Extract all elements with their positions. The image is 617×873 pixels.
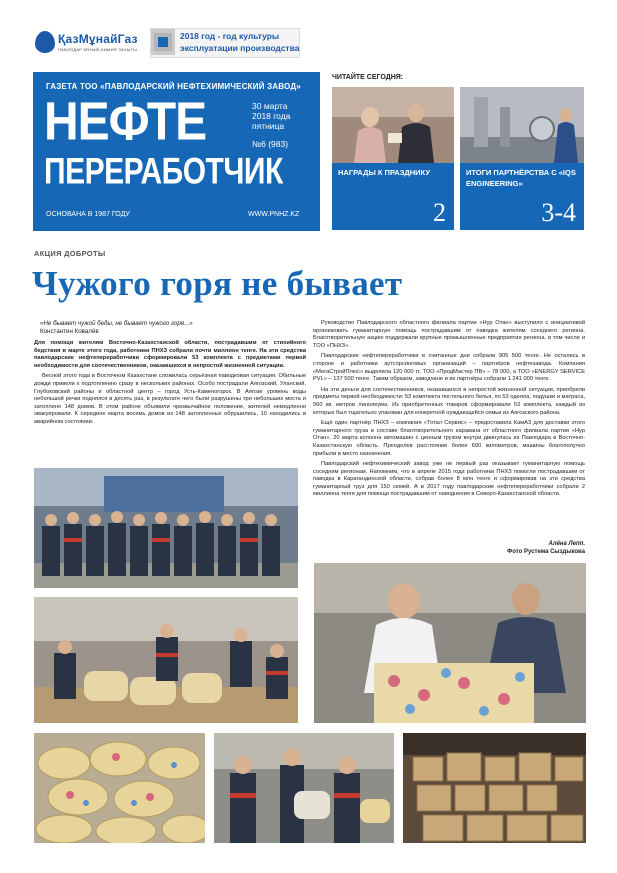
article-lead: Для помощи жителям Восточно-Казахстанской области, пострадавшим от стихийного бедствия в марте этого года, работники ПНХЗ собрали почти миллион тенге. На эти средства павлодарские нефтепереработчики сформировали 53 комплекта с предметами первой необходимости для соотечественников, оказавшихся в непростой жизненной ситуации.	[34, 340, 306, 369]
article-paragraph: На эти деньги для соотечественников, оказавшихся в непростой жизненной ситуации, приобрели предметы первой необходимости: 53 комплекта постельного белья, по 53 одеяла, подушки и матраса, 560 кв. метров линолеума. Из приобретенных товаров сформировали 53 комплекта, каждый из которых был тщательно упакован для конкретной нуждающейся семьи из Аягозского района.	[313, 386, 585, 416]
epigraph-author: Константин Ковалёв	[40, 328, 99, 335]
article-paragraph: Павлодарский нефтехимический завод уже не первый раз оказывает гуманитарную помощь соседним регионам. Напомним, что в апреле 2015 года работники ПНХЗ помогли пострадавшим от паводка в Карагандинской области, собрав более 8 млн тенге и сформировав на эти средства гуманитарный груз для 150 семей. А в 2017 году павлодарские нефтепереработчики собрали 2 миллиона тенге для помощи пострадавшим от наводнения в Северо-Казахстанской области.	[313, 461, 585, 498]
culture-line-2: эксплуатации производства	[180, 43, 300, 53]
teaser-partnership-page: 3-4	[541, 198, 576, 227]
issue-date-day: 30 марта	[252, 101, 288, 111]
article-paragraph: Руководство Павлодарского областного филиала партии «Нур Отан» выступило с инициативой организовать гуманитарную помощь пострадавшим от паводка жителям соседнего региона. Благотворительную акцию поддержали крупные промышленные предприятия региона, в том числе и ТОО «ПНХЗ».	[313, 320, 585, 349]
teaser-partnership-photo	[460, 87, 584, 163]
photo-credit: Фото Рустема Сыздыкова	[507, 549, 585, 555]
culture-line-1: 2018 год - год культуры	[180, 31, 280, 41]
article-paragraph: Весной этого года в Восточном Казахстане сложилась серьёзная паводковая ситуация. Обильные дожди привели к подтоплению сразу в нескольких районах. Особо пострадали Аягозский, Уланский, Глубоковский районы и областной центр – город Усть-Каменогорск. В Аягозе уровень воды небольшой речки поднялся в десять раз, в результате чего были разрушены три небольших моста и затоплено 148 домов. В этом районе объявили чрезвычайное положение, жителей немедленно эвакуировали. К середине марта восемь домов из 148 затопленных обрушились, 10 находились в аварийном состоянии.	[34, 373, 306, 425]
masthead-title-2: ПЕРЕРАБОТЧИК	[44, 150, 283, 192]
teaser-partnership[interactable]	[460, 87, 584, 230]
epigraph-quote: «Не бывает чужой беды, не бывает чужого горя...»	[40, 320, 193, 327]
epigraph	[40, 320, 193, 336]
photo-workers-loading	[214, 733, 394, 843]
photo-group-workers	[34, 468, 298, 588]
article-headline: Чужого горя не бывает	[32, 264, 403, 303]
photo-bundles	[34, 733, 205, 843]
masthead-title-1: НЕФТЕ	[44, 92, 207, 152]
brand-subtitle: ПАВЛОДАР МҰНАЙ-ХИМИЯ ЗАУЫТЫ	[58, 47, 138, 52]
article-paragraph: Павлодарские нефтепереработчики в считанные дни собрали 905 500 тенге. Не остались в стороне и работники аутсорсинговых организаций – партнёров нефтезавода. Компания «МегаСтройПлюс» выделила 120 000 тг, ТОО «ПродМастер ПВ» – 78 000, а ТОО «ENERGY SERVICE PVL» – 137 500 тенге. Таким образом, заводчане и их партнёры собрали 1 241 000 тенге.	[313, 353, 585, 383]
brand-name: ҚазМұнайГаз	[58, 32, 138, 46]
read-today-label: ЧИТАЙТЕ СЕГОДНЯ:	[332, 74, 404, 81]
article-left-column	[34, 340, 306, 430]
issue-date-year: 2018 года	[252, 111, 291, 121]
photo-truck-cargo	[403, 733, 586, 843]
founded-year: ОСНОВАНА В 1987 ГОДУ	[46, 211, 130, 218]
article-right-column	[313, 320, 585, 502]
article-paragraph: Ещё один партнёр ПНХЗ – компания «Тотал Сервис» – предоставила КамАЗ для доставки этого гуманитарного груза в составе благотворительного каравана от областного филиала партии «Нур Отан». 20 марта колонна автомашин с ценным грузом внутри двинулась из Павлодара в Восточно-Казахстанскую область. Преодолев расстояние более 600 километров, машины благополучно прибыли в место назначения.	[313, 420, 585, 457]
photo-warehouse-sorting	[34, 597, 298, 723]
teaser-awards-photo	[332, 87, 454, 163]
masthead-publisher: ГАЗЕТА ТОО «ПАВЛОДАРСКИЙ НЕФТЕХИМИЧЕСКИЙ ЗАВОД»	[46, 82, 301, 91]
issue-date	[252, 101, 290, 131]
photo-packing-closeup	[314, 563, 586, 723]
teaser-partnership-title: ИТОГИ ПАРТНЁРСТВА С «IQS ENGINEERING»	[466, 168, 576, 188]
issue-number: №6 (983)	[252, 139, 289, 149]
article-rubric: АКЦИЯ ДОБРОТЫ	[34, 249, 106, 258]
article-author: Алёна Лепп.	[548, 541, 585, 547]
teaser-awards[interactable]	[332, 87, 454, 230]
kmg-logo-icon	[35, 31, 55, 53]
article-byline	[507, 540, 585, 556]
issue-date-weekday: пятница	[252, 121, 285, 131]
website-link[interactable]: WWW.PNHZ.KZ	[248, 211, 300, 218]
culture-emblem-icon	[151, 29, 175, 55]
teaser-awards-title: НАГРАДЫ К ПРАЗДНИКУ	[338, 168, 430, 177]
teaser-awards-page: 2	[433, 198, 446, 227]
